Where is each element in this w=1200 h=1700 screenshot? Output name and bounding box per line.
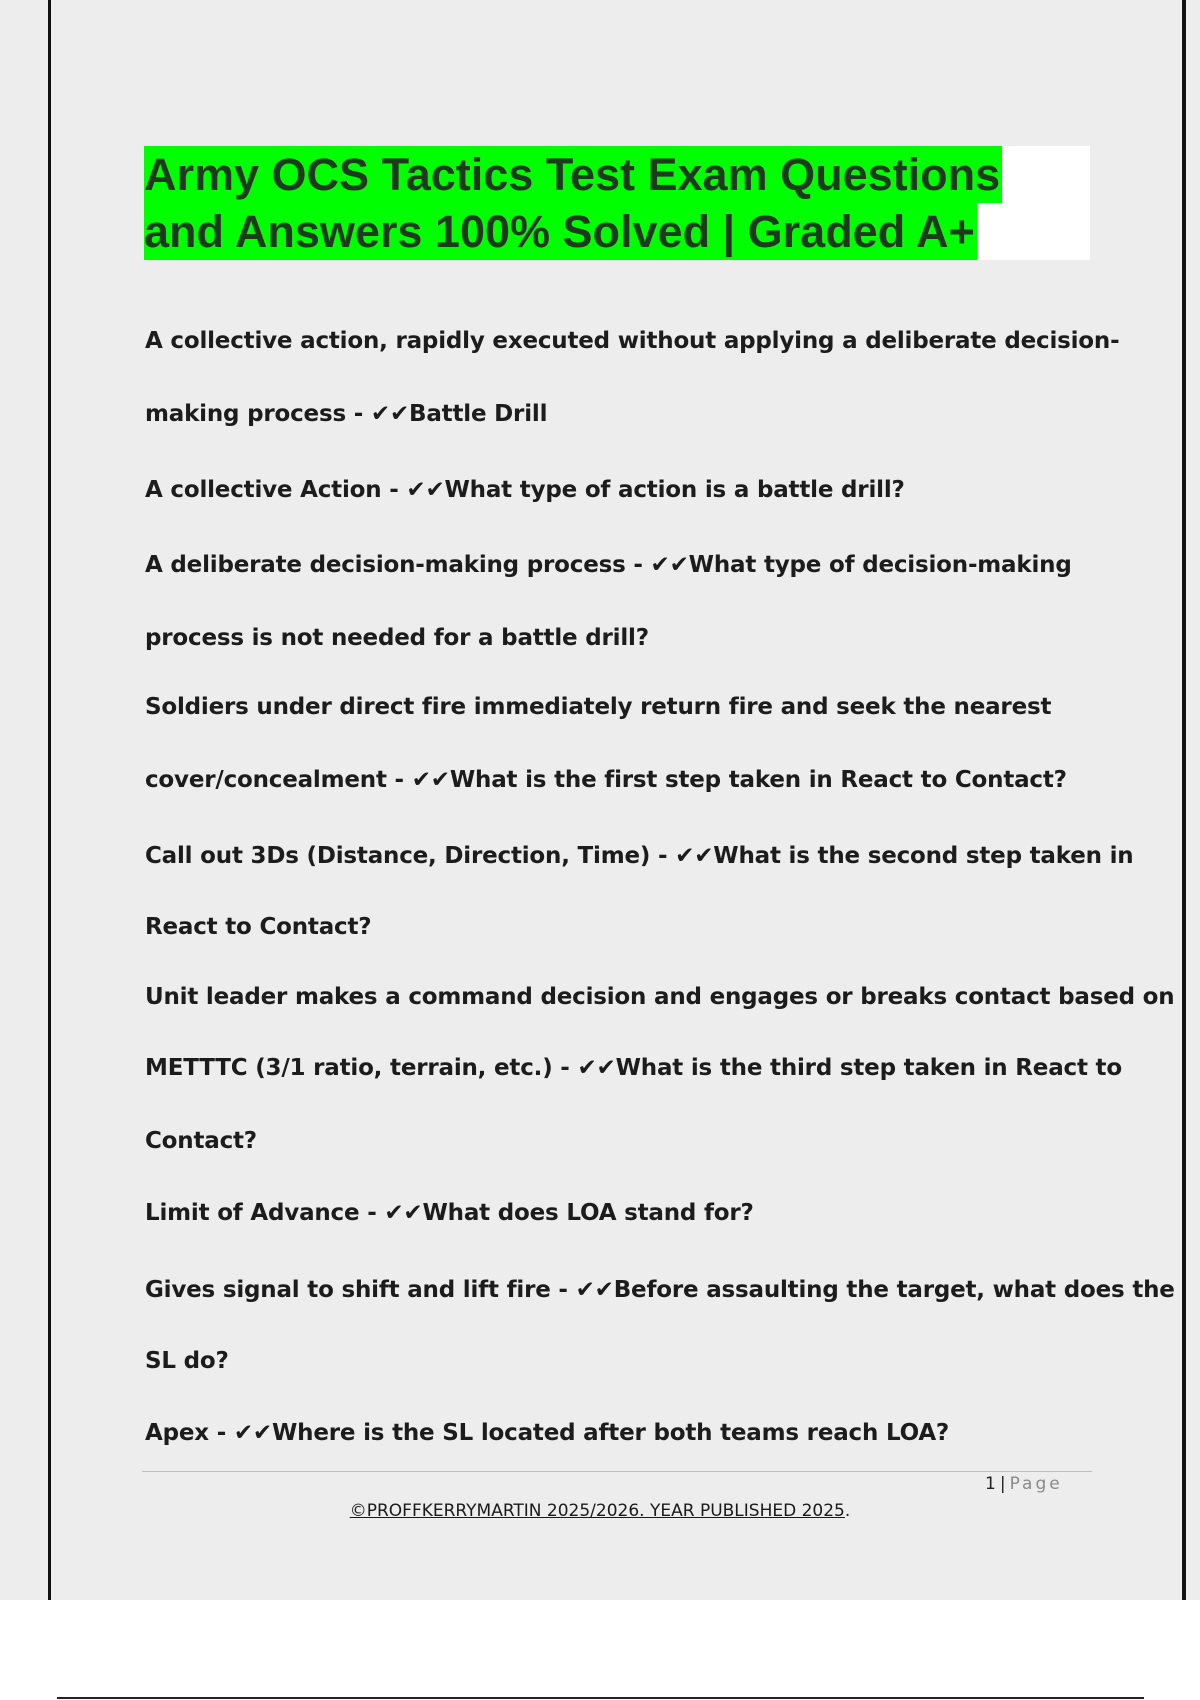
qa-line: cover/concealment - ✔✔What is the first step taken in React to Contact? [145,767,1067,793]
page-number-value: 1 [985,1474,996,1494]
left-border-line [48,0,51,1600]
qa-line: Apex - ✔✔Where is the SL located after both teams reach LOA? [145,1420,950,1446]
title-line-1: Army OCS Tactics Test Exam Questions [144,146,1002,203]
copyright-period: . [844,1501,851,1521]
qa-line: Unit leader makes a command decision and engages or breaks contact based on [145,984,1175,1010]
qa-line: SL do? [145,1348,229,1374]
qa-line: A deliberate decision-making process - ✔✔What type of decision-making [145,552,1072,578]
copyright-text: ©PROFFKERRYMARTIN 2025/2026. YEAR PUBLISHED 2025 [349,1501,845,1521]
bottom-line [57,1697,1144,1699]
qa-line: Gives signal to shift and lift fire - ✔✔Before assaulting the target, what does the [145,1277,1175,1303]
qa-line: React to Contact? [145,914,372,940]
page-word: Page [1009,1474,1063,1494]
qa-line: A collective action, rapidly executed without applying a deliberate decision- [145,328,1120,354]
title-line-2: and Answers 100% Solved | Graded A+ [144,203,977,260]
qa-line: Call out 3Ds (Distance, Direction, Time) - ✔✔What is the second step taken in [145,843,1134,869]
page-separator: | [999,1474,1006,1494]
qa-line: Soldiers under direct fire immediately return fire and seek the nearest [145,694,1052,720]
qa-line: process is not needed for a battle drill? [145,625,649,651]
page-number [985,1474,1063,1494]
qa-line: METTTC (3/1 ratio, terrain, etc.) - ✔✔What is the third step taken in React to [145,1055,1122,1081]
qa-line: A collective Action - ✔✔What type of action is a battle drill? [145,477,905,503]
right-border-line [1182,0,1186,1600]
copyright-notice [0,1501,1200,1521]
footer-divider [142,1471,1092,1472]
qa-line: making process - ✔✔Battle Drill [145,401,548,427]
document-title [144,146,1090,260]
qa-line: Contact? [145,1128,257,1154]
qa-line: Limit of Advance - ✔✔What does LOA stand for? [145,1200,754,1226]
